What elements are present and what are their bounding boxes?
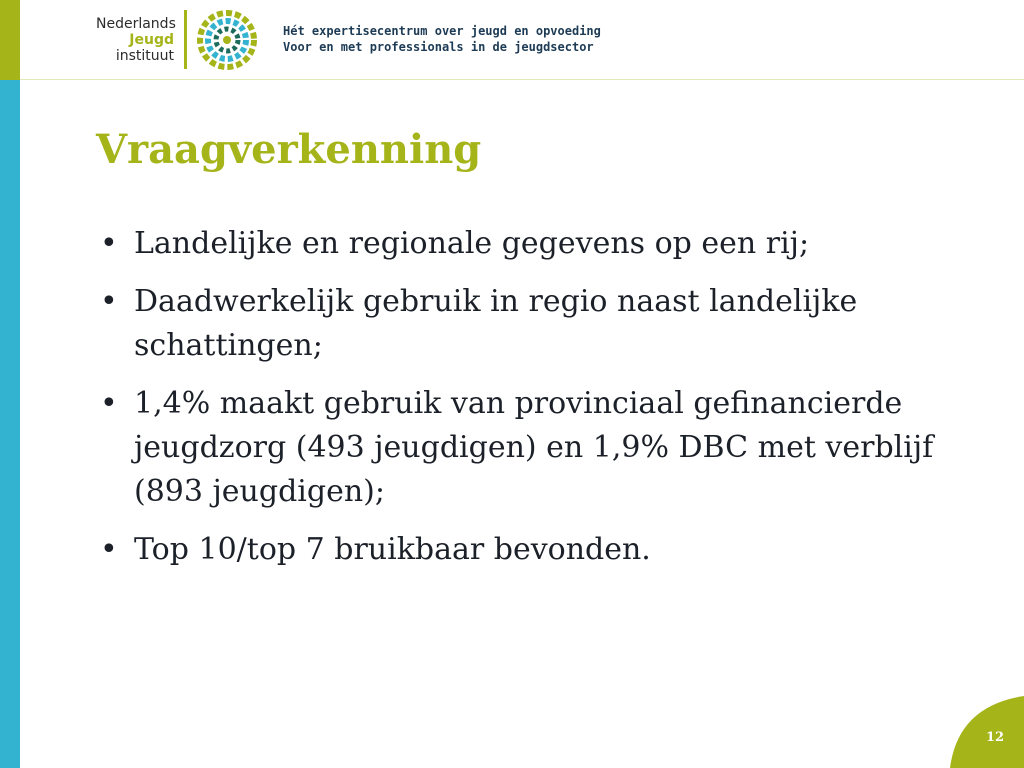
bullet-item <box>96 222 956 266</box>
bullet-text: Landelijke en regionale gegevens op een rij; <box>134 226 810 261</box>
bullet-marker: • <box>100 386 118 421</box>
bullet-list <box>96 222 956 586</box>
bullet-marker: • <box>100 284 118 319</box>
logo-wordmark <box>96 16 174 64</box>
tagline-line-1: Hét expertisecentrum over jeugd en opvoeding <box>283 24 601 38</box>
left-accent-bar-green <box>0 0 20 80</box>
logo-ring-icon <box>196 9 258 71</box>
bullet-text: Top 10/top 7 bruikbaar bevonden. <box>134 532 651 567</box>
logo-line-2: Jeugd <box>129 32 174 48</box>
logo-line-3: instituut <box>115 48 174 64</box>
left-accent-bar-blue <box>0 80 20 768</box>
bullet-item <box>96 382 956 514</box>
page-number: 12 <box>985 730 1005 745</box>
bullet-item <box>96 280 956 368</box>
header-tagline <box>283 23 601 55</box>
bullet-text: Daadwerkelijk gebruik in regio naast landelijke schattingen; <box>134 284 858 363</box>
logo-divider <box>184 10 187 69</box>
slide-title: Vraagverkenning <box>96 126 482 173</box>
tagline-line-2: Voor en met professionals in de jeugdsector <box>283 40 594 54</box>
bullet-text: 1,4% maakt gebruik van provinciaal gefinancierde jeugdzorg (493 jeugdigen) en 1,9% DBC met verblijf (893 jeugdigen); <box>134 386 934 509</box>
logo-line-1: Nederlands <box>96 16 176 32</box>
bullet-item <box>96 528 956 572</box>
bullet-marker: • <box>100 532 118 567</box>
bullet-marker: • <box>100 226 118 261</box>
